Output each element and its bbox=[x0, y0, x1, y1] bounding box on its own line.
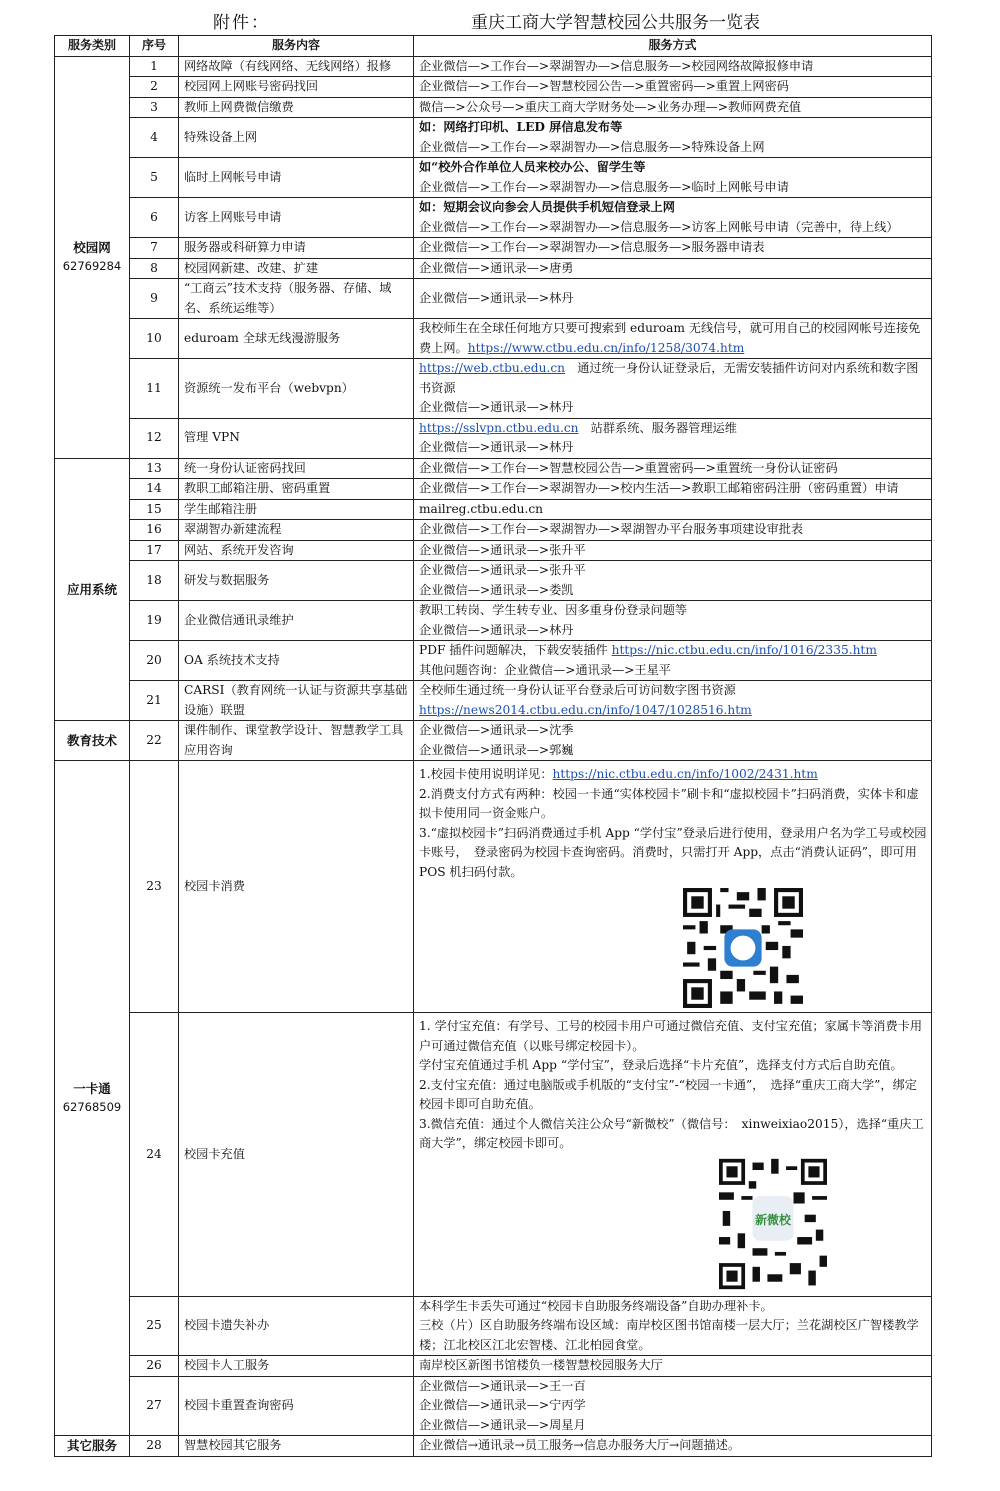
row-no: 5 bbox=[130, 158, 179, 198]
row-method-line: 企业微信—>工作台—>翠湖智办—>信息服务—>访客上网帐号申请（完善中，待上线） bbox=[419, 219, 899, 234]
row-no: 21 bbox=[130, 681, 179, 721]
row-no: 13 bbox=[130, 458, 179, 479]
category-campus-net bbox=[55, 56, 130, 458]
row-method-line: 企业微信—>通讯录—>郭巍 bbox=[419, 742, 574, 757]
row-service: 学生邮箱注册 bbox=[179, 499, 414, 520]
table-row bbox=[55, 561, 932, 601]
row-service: 访客上网账号申请 bbox=[179, 198, 414, 238]
table-row bbox=[55, 601, 932, 641]
col-header-service: 服务内容 bbox=[179, 36, 414, 57]
row-no: 2 bbox=[130, 77, 179, 98]
row-service: 教师上网费微信缴费 bbox=[179, 97, 414, 118]
table-header-row bbox=[55, 36, 932, 57]
row-service: 校园卡重置查询密码 bbox=[179, 1376, 414, 1436]
row-method-line: 学付宝充值通过手机 App “学付宝”，登录后选择“卡片充值”，选择支付方式后自助充值。 bbox=[419, 1058, 903, 1072]
row-service: 校园卡充值 bbox=[179, 1013, 414, 1297]
row-service: OA 系统技术支持 bbox=[179, 641, 414, 681]
row-method-line: 企业微信—>通讯录—>沈季 bbox=[419, 723, 574, 737]
table-row bbox=[55, 56, 932, 77]
row-service: 翠湖智办新建流程 bbox=[179, 520, 414, 541]
category-name: 一卡通 bbox=[73, 1080, 111, 1096]
row-method-line: 2.消费支付方式有两种：校园一卡通“实体校园卡”刷卡和“虚拟校园卡”扫码消费，实体卡和虚拟卡使用同一资金账户。 bbox=[419, 786, 919, 820]
table-row bbox=[55, 1436, 932, 1457]
row-method bbox=[414, 359, 932, 419]
table-row bbox=[55, 418, 932, 458]
row-method bbox=[414, 641, 932, 681]
row-method: 微信—>公众号—>重庆工商大学财务处—>业务办理—>教师网费充值 bbox=[414, 97, 932, 118]
row-no: 28 bbox=[130, 1436, 179, 1457]
row-no: 12 bbox=[130, 418, 179, 458]
row-note: 如“校外合作单位人员来校办公、留学生等 bbox=[419, 160, 646, 174]
row-service: 企业微信通讯录维护 bbox=[179, 601, 414, 641]
row-method: 南岸校区新图书馆楼负一楼智慧校园服务大厅 bbox=[414, 1356, 932, 1377]
col-header-no: 序号 bbox=[130, 36, 179, 57]
table-row bbox=[55, 681, 932, 721]
row-service: eduroam 全球无线漫游服务 bbox=[179, 319, 414, 359]
webvpn-link[interactable]: https://web.ctbu.edu.cn bbox=[419, 361, 566, 375]
row-no: 23 bbox=[130, 761, 179, 1013]
category-name: 应用系统 bbox=[66, 581, 117, 597]
row-service: 课件制作、课堂教学设计、智慧教学工具应用咨询 bbox=[179, 721, 414, 761]
row-method bbox=[414, 1296, 932, 1356]
row-method: 企业微信—>通讯录—>唐勇 bbox=[414, 258, 932, 279]
row-method-line: 3.微信充值：通过个人微信关注公众号“新微校”（微信号： xinweixiao2015），选择“重庆工商大学”，绑定校园卡即可。 bbox=[419, 1116, 924, 1150]
row-method bbox=[414, 681, 932, 721]
row-service: 校园网新建、改建、扩建 bbox=[179, 258, 414, 279]
table-row bbox=[55, 458, 932, 479]
row-no: 26 bbox=[130, 1356, 179, 1377]
oa-plugin-link[interactable]: https://nic.ctbu.edu.cn/info/1016/2335.htm bbox=[611, 643, 877, 657]
row-method: 企业微信→通讯录→员工服务→信息办服务大厅→问题描述。 bbox=[414, 1436, 932, 1457]
row-no: 22 bbox=[130, 721, 179, 761]
row-service: 网站、系统开发咨询 bbox=[179, 540, 414, 561]
row-service: 管理 VPN bbox=[179, 418, 414, 458]
table-row bbox=[55, 359, 932, 419]
row-method bbox=[414, 721, 932, 761]
row-method bbox=[414, 319, 932, 359]
row-method-line: 其他问题咨询：企业微信—>通讯录—>王星平 bbox=[419, 662, 671, 677]
service-table bbox=[54, 35, 932, 1457]
table-row bbox=[55, 641, 932, 681]
table-row bbox=[55, 1013, 932, 1297]
row-service: 智慧校园其它服务 bbox=[179, 1436, 414, 1457]
eduroam-link[interactable]: https://www.ctbu.edu.cn/info/1258/3074.htm bbox=[467, 340, 745, 355]
col-header-category: 服务类别 bbox=[55, 36, 130, 57]
row-method bbox=[414, 158, 932, 198]
table-row bbox=[55, 721, 932, 761]
row-no: 17 bbox=[130, 540, 179, 561]
category-phone: 62769284 bbox=[62, 259, 122, 273]
category-edu-tech bbox=[55, 721, 130, 761]
row-method-line: 企业微信—>通讯录—>林丹 bbox=[419, 440, 574, 454]
carsi-link[interactable]: https://news2014.ctbu.edu.cn/info/1047/1028516.htm bbox=[419, 702, 752, 717]
row-service: 临时上网帐号申请 bbox=[179, 158, 414, 198]
table-row bbox=[55, 198, 932, 238]
table-row bbox=[55, 319, 932, 359]
row-service: 校园卡遗失补办 bbox=[179, 1296, 414, 1356]
row-method-line: 企业微信—>通讯录—>林丹 bbox=[419, 400, 574, 414]
row-service: 校园网上网账号密码找回 bbox=[179, 77, 414, 98]
row-no: 18 bbox=[130, 561, 179, 601]
row-service: CARSI（教育网统一认证与资源共享基础设施）联盟 bbox=[179, 681, 414, 721]
row-method: mailreg.ctbu.edu.cn bbox=[414, 499, 932, 520]
row-text: 全校师生通过统一身份认证平台登录后可访问数字图书资源 bbox=[419, 683, 736, 697]
row-text: 1.校园卡使用说明详见： bbox=[419, 767, 553, 781]
category-other bbox=[55, 1436, 130, 1457]
table-row bbox=[55, 1376, 932, 1436]
row-no: 7 bbox=[130, 238, 179, 259]
xuefubao-qr-code-icon bbox=[683, 888, 803, 1008]
row-no: 27 bbox=[130, 1376, 179, 1436]
row-method: 企业微信—>通讯录—>张升平 bbox=[414, 540, 932, 561]
row-method bbox=[414, 418, 932, 458]
row-method: 企业微信—>工作台—>翠湖智办—>信息服务—>校园网络故障报修申请 bbox=[414, 56, 932, 77]
row-method-line: 企业微信—>通讯录—>林丹 bbox=[419, 622, 574, 637]
row-no: 24 bbox=[130, 1013, 179, 1297]
row-method-line: 企业微信—>工作台—>翠湖智办—>信息服务—>临时上网帐号申请 bbox=[419, 179, 789, 194]
row-service: 教职工邮箱注册、密码重置 bbox=[179, 479, 414, 500]
category-card bbox=[55, 761, 130, 1436]
table-row bbox=[55, 77, 932, 98]
row-service: 研发与数据服务 bbox=[179, 561, 414, 601]
row-method bbox=[414, 1013, 932, 1297]
row-method: 企业微信—>工作台—>翠湖智办—>校内生活—>教职工邮箱密码注册（密码重置）申请 bbox=[414, 479, 932, 500]
table-row bbox=[55, 520, 932, 541]
row-no: 15 bbox=[130, 499, 179, 520]
row-no: 3 bbox=[130, 97, 179, 118]
row-text: 我校师生在全球任何地方只要可搜索到 eduroam 无线信号，就可用自己的校园网帐号连接免费上网。 bbox=[419, 321, 921, 355]
row-service: “工商云”技术支持（服务器、存储、域名、系统运维等） bbox=[179, 279, 414, 319]
row-service: 特殊设备上网 bbox=[179, 118, 414, 158]
table-row bbox=[55, 479, 932, 500]
row-service: 校园卡消费 bbox=[179, 761, 414, 1013]
row-note: 如：短期会议向参会人员提供手机短信登录上网 bbox=[419, 200, 675, 214]
row-method-line: 企业微信—>工作台—>翠湖智办—>信息服务—>特殊设备上网 bbox=[419, 139, 765, 154]
row-no: 8 bbox=[130, 258, 179, 279]
row-method-line: 1. 学付宝充值：有学号、工号的校园卡用户可通过微信充值、支付宝充值；家属卡等消费卡用户可通过微信充值（以账号绑定校园卡）。 bbox=[419, 1019, 923, 1053]
attachment-label: 附件： bbox=[213, 13, 270, 33]
row-method-line: 教职工转岗、学生转专业、因多重身份登录问题等 bbox=[419, 603, 688, 617]
row-method-line: 企业微信—>通讯录—>周星月 bbox=[419, 1417, 586, 1432]
table-row bbox=[55, 158, 932, 198]
row-text: 通过统一身份认证登录后，无需安装插件访问对内系统和数字图书资源 bbox=[419, 361, 919, 395]
row-service: 网络故障（有线网络、无线网络）报修 bbox=[179, 56, 414, 77]
row-method bbox=[414, 198, 932, 238]
row-service: 资源统一发布平台（webvpn） bbox=[179, 359, 414, 419]
row-no: 1 bbox=[130, 56, 179, 77]
row-method bbox=[414, 118, 932, 158]
qr-label: 新微校 bbox=[755, 1212, 791, 1227]
category-name: 其它服务 bbox=[66, 1438, 117, 1453]
category-apps bbox=[55, 458, 130, 721]
row-no: 16 bbox=[130, 520, 179, 541]
row-method-line: 3.“虚拟校园卡”扫码消费通过手机 App “学付宝”登录后进行使用，登录用户名为学工号或校园卡账号， 登录密码为校园卡查询密码。消费时，只需打开 App，点击“消费认证码”，即可用 POS 机扫码付款。 bbox=[419, 825, 927, 879]
row-no: 6 bbox=[130, 198, 179, 238]
row-service: 服务器或科研算力申请 bbox=[179, 238, 414, 259]
row-method bbox=[414, 761, 932, 1013]
card-guide-link[interactable]: https://nic.ctbu.edu.cn/info/1002/2431.htm bbox=[552, 767, 818, 781]
row-method-line: 企业微信—>通讯录—>宁丙学 bbox=[419, 1398, 586, 1412]
row-text: 站群系统、服务器管理运维 bbox=[578, 420, 737, 435]
row-no: 20 bbox=[130, 641, 179, 681]
row-method: 企业微信—>工作台—>智慧校园公告—>重置密码—>重置上网密码 bbox=[414, 77, 932, 98]
row-method-line: 企业微信—>通讯录—>王一百 bbox=[419, 1378, 586, 1393]
table-row bbox=[55, 97, 932, 118]
row-method-line: 企业微信—>通讯录—>张升平 bbox=[419, 563, 586, 577]
row-service: 校园卡人工服务 bbox=[179, 1356, 414, 1377]
table-row bbox=[55, 499, 932, 520]
row-method: 企业微信—>通讯录—>林丹 bbox=[414, 279, 932, 319]
col-header-method: 服务方式 bbox=[414, 36, 932, 57]
row-no: 4 bbox=[130, 118, 179, 158]
category-name: 校园网 bbox=[73, 239, 111, 255]
table-row bbox=[55, 118, 932, 158]
row-service: 统一身份认证密码找回 bbox=[179, 458, 414, 479]
table-row bbox=[55, 238, 932, 259]
row-method: 企业微信—>工作台—>智慧校园公告—>重置密码—>重置统一身份认证密码 bbox=[414, 458, 932, 479]
row-no: 9 bbox=[130, 279, 179, 319]
table-row bbox=[55, 1356, 932, 1377]
category-phone: 62768509 bbox=[62, 1100, 122, 1114]
sslvpn-link[interactable]: https://sslvpn.ctbu.edu.cn bbox=[419, 420, 579, 435]
row-no: 19 bbox=[130, 601, 179, 641]
table-row bbox=[55, 279, 932, 319]
table-row bbox=[55, 1296, 932, 1356]
row-method-line: 企业微信—>通讯录—>娄凯 bbox=[419, 582, 574, 597]
row-method: 企业微信—>工作台—>翠湖智办—>信息服务—>服务器申请表 bbox=[414, 238, 932, 259]
row-method: 企业微信—>工作台—>翠湖智办—>翠湖智办平台服务事项建设审批表 bbox=[414, 520, 932, 541]
row-no: 11 bbox=[130, 359, 179, 419]
row-no: 10 bbox=[130, 319, 179, 359]
row-method-line: 三校（片）区自助服务终端布设区域：南岸校区图书馆南楼一层大厅；兰花湖校区广智楼教学楼；江北校区江北宏智楼、江北柏园食堂。 bbox=[419, 1318, 919, 1352]
row-method bbox=[414, 601, 932, 641]
row-no: 25 bbox=[130, 1296, 179, 1356]
xinweixiao-qr-code-icon bbox=[719, 1158, 827, 1290]
row-method-line: 本科学生卡丢失可通过“校园卡自助服务终端设备”自助办理补卡。 bbox=[419, 1298, 773, 1313]
table-row bbox=[55, 540, 932, 561]
row-method bbox=[414, 1376, 932, 1436]
table-row bbox=[55, 761, 932, 1013]
category-name: 教育技术 bbox=[66, 732, 117, 748]
row-method bbox=[414, 561, 932, 601]
row-no: 14 bbox=[130, 479, 179, 500]
page-header bbox=[0, 6, 1000, 34]
row-note: 如：网络打印机、LED 屏信息发布等 bbox=[419, 120, 623, 134]
row-method-line: 2.支付宝充值：通过电脑版或手机版的“支付宝”-“校园一卡通”， 选择“重庆工商大学”，绑定校园卡即可自助充值。 bbox=[419, 1077, 917, 1111]
table-row bbox=[55, 258, 932, 279]
row-text: PDF 插件问题解决，下载安装插件 bbox=[419, 643, 612, 657]
page-title: 重庆工商大学智慧校园公共服务一览表 bbox=[471, 13, 760, 33]
